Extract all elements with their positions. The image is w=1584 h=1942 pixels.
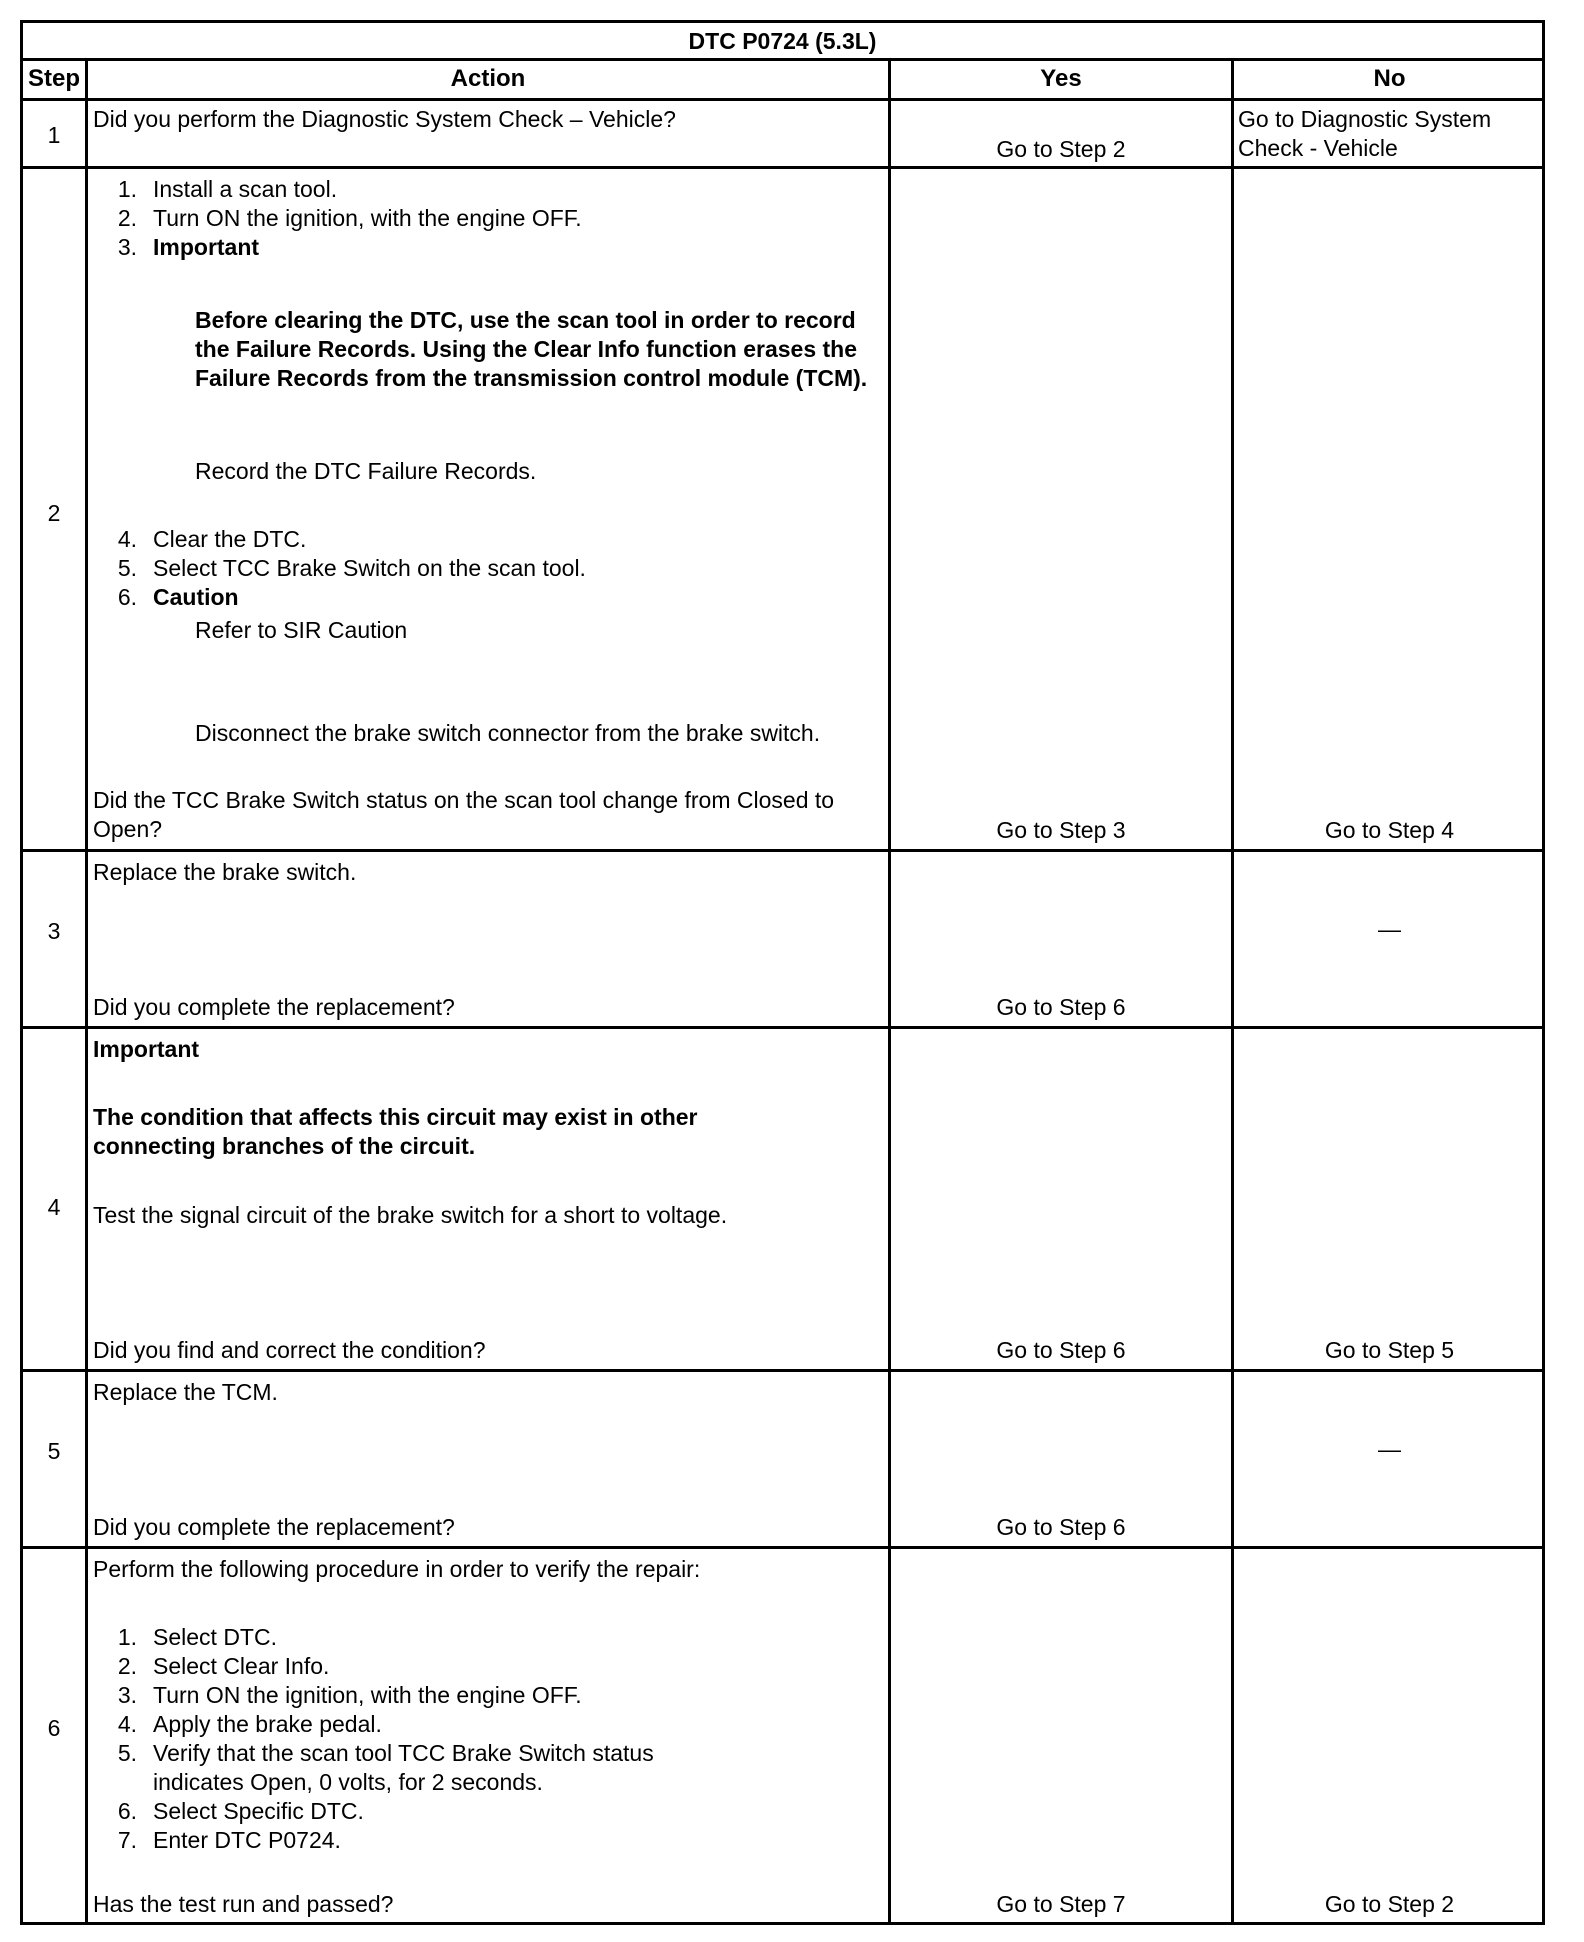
step-number: 5 — [47, 1438, 61, 1464]
list-text: Turn ON the ignition, with the engine OFF. — [153, 205, 582, 231]
list-item — [93, 525, 905, 554]
list-number: 1. — [117, 1624, 137, 1650]
list-text: Select DTC. — [153, 1624, 277, 1650]
table-title: DTC P0724 (5.3L) — [688, 28, 877, 54]
list-item — [93, 583, 905, 612]
step-question: Did you complete the replacement? — [93, 1514, 455, 1540]
list-number: 7. — [117, 1827, 137, 1853]
list-number: 2. — [117, 1653, 137, 1679]
header-action: Action — [450, 65, 526, 92]
list-number: 1. — [117, 176, 137, 202]
divider — [1231, 61, 1234, 1922]
list-item — [93, 1681, 889, 1710]
yes-action: Go to Step 2 — [996, 136, 1126, 162]
dtc-procedure-table — [20, 20, 1545, 1925]
list-text: Apply the brake pedal. — [153, 1711, 382, 1737]
step-action: Replace the TCM. — [93, 1379, 278, 1405]
step-action — [89, 175, 905, 262]
step-number: 4 — [47, 1194, 61, 1220]
yes-action: Go to Step 6 — [996, 1514, 1126, 1540]
yes-action: Go to Step 7 — [996, 1891, 1126, 1917]
list-text: Enter DTC P0724. — [153, 1827, 341, 1853]
divider — [23, 1546, 1542, 1549]
list-number: 3. — [117, 1682, 137, 1708]
list-text: Select Specific DTC. — [153, 1798, 364, 1824]
divider — [23, 166, 1542, 169]
list-item — [93, 1710, 889, 1739]
step-action — [89, 525, 905, 612]
step-text: Disconnect the brake switch connector from the brake switch. — [195, 720, 821, 746]
list-number: 2. — [117, 205, 137, 231]
step-question: Did you find and correct the condition? — [93, 1337, 486, 1363]
divider — [23, 58, 1542, 61]
list-text: Turn ON the ignition, with the engine OFF. — [153, 1682, 582, 1708]
yes-action: Go to Step 3 — [996, 817, 1126, 843]
no-action — [1234, 105, 1545, 163]
list-item — [93, 233, 905, 262]
step-action — [89, 1623, 889, 1855]
divider — [85, 61, 88, 1922]
step-number: 2 — [47, 500, 61, 526]
step-number: 3 — [47, 918, 61, 944]
step-text: Record the DTC Failure Records. — [195, 458, 537, 484]
step-number: 6 — [47, 1715, 61, 1741]
list-text: Select TCC Brake Switch on the scan tool. — [153, 555, 586, 581]
list-item — [93, 554, 905, 583]
caution-label: Caution — [153, 584, 239, 610]
list-item — [93, 1739, 889, 1797]
no-action: Go to Step 2 — [1324, 1891, 1455, 1917]
no-action: Go to Step 5 — [1324, 1337, 1455, 1363]
step-number: 1 — [47, 122, 61, 148]
yes-action: Go to Step 6 — [996, 994, 1126, 1020]
no-action: — — [1378, 1436, 1401, 1462]
step-action: Replace the brake switch. — [93, 859, 357, 885]
step-question: Has the test run and passed? — [93, 1891, 394, 1917]
list-item — [93, 1826, 889, 1855]
step-question: Did the TCC Brake Switch status on the scan tool change from Closed to Open? — [93, 787, 835, 842]
yes-action: Go to Step 6 — [996, 1337, 1126, 1363]
divider — [23, 1026, 1542, 1029]
list-number: 4. — [117, 526, 137, 552]
important-note: The condition that affects this circuit may exist in other connecting branches of the circuit. — [93, 1104, 698, 1159]
list-item — [93, 175, 905, 204]
list-number: 4. — [117, 1711, 137, 1737]
list-number: 3. — [117, 234, 137, 260]
no-action-line: Go to Diagnostic System — [1238, 106, 1492, 132]
list-number: 6. — [117, 1798, 137, 1824]
important-label: Important — [153, 234, 260, 260]
important-note: Before clearing the DTC, use the scan tool in order to record the Failure Records. Using the Clear Info function erases the Failure Records from the transmission control module (TCM). — [195, 307, 868, 391]
no-action: — — [1378, 916, 1401, 942]
list-number: 6. — [117, 584, 137, 610]
list-text: Clear the DTC. — [153, 526, 307, 552]
important-label: Important — [93, 1036, 200, 1062]
header-step: Step — [27, 65, 80, 92]
list-item — [93, 1623, 889, 1652]
list-item — [93, 204, 905, 233]
step-intro: Perform the following procedure in order to verify the repair: — [93, 1556, 701, 1582]
header-yes: Yes — [1040, 65, 1082, 92]
step-question: Did you perform the Diagnostic System Check – Vehicle? — [93, 106, 676, 132]
caution-reference: Refer to SIR Caution — [195, 617, 408, 643]
divider — [23, 98, 1542, 101]
list-item — [93, 1797, 889, 1826]
step-action: Test the signal circuit of the brake switch for a short to voltage. — [93, 1202, 728, 1228]
header-no: No — [1373, 65, 1406, 92]
divider — [23, 1369, 1542, 1372]
step-question: Did you complete the replacement? — [93, 994, 455, 1020]
list-text: Verify that the scan tool TCC Brake Switch status indicates Open, 0 volts, for 2 seconds. — [153, 1740, 654, 1795]
list-text: Select Clear Info. — [153, 1653, 330, 1679]
list-number: 5. — [117, 1740, 137, 1766]
list-text: Install a scan tool. — [153, 176, 338, 202]
list-number: 5. — [117, 555, 137, 581]
no-action: Go to Step 4 — [1324, 817, 1455, 843]
no-action-line: Check - Vehicle — [1238, 135, 1398, 161]
divider — [23, 849, 1542, 852]
list-item — [93, 1652, 889, 1681]
